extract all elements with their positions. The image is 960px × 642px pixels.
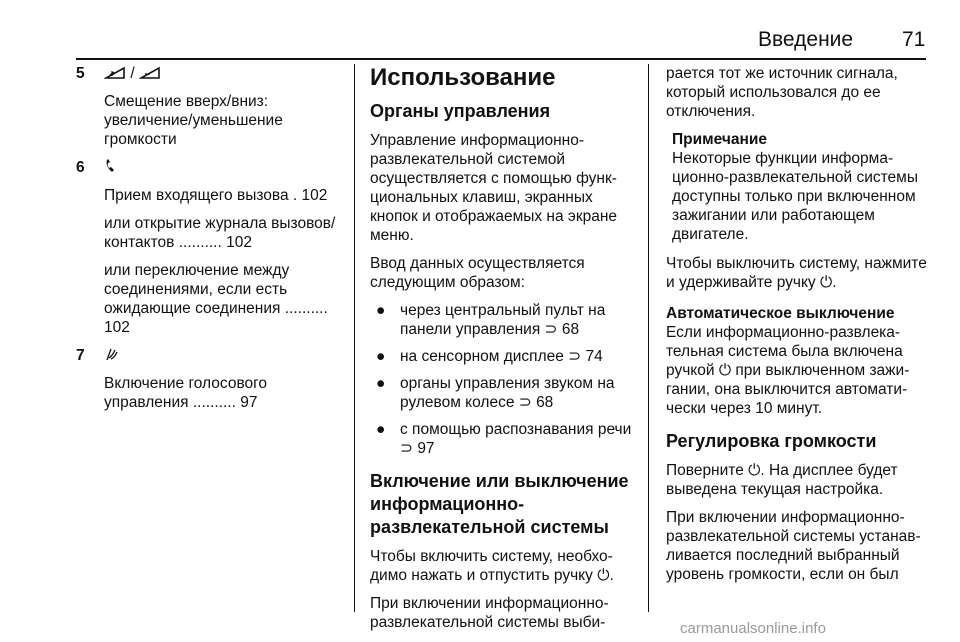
entry-switch-calls: или переключение между соединениями, если есть ожидающие соединения .......... 102 [104, 262, 328, 336]
page-ref: .......... 102 [104, 300, 328, 336]
page-ref: .......... 102 [178, 234, 252, 251]
page-ref-icon: ⊃ [568, 348, 582, 365]
watermark: carmanualsonline.info [680, 620, 826, 637]
entry-voice-control: Включение голосового управления .......... 97 [104, 375, 268, 411]
item-number: 7 [76, 347, 85, 364]
item-number: 6 [76, 159, 85, 176]
source-paragraph: рается тот же источник сигнала, который использовался до ее отключения. [666, 65, 898, 120]
page-ref: .......... 97 [192, 394, 258, 411]
page-number: 71 [902, 28, 926, 51]
volume-title: Регулировка громкости [666, 431, 877, 451]
page-ref-icon: ⊃ [518, 394, 532, 411]
phone-icon [104, 158, 116, 174]
note-title: Примечание [672, 131, 767, 148]
subsection-controls-title: Органы управления [370, 101, 551, 121]
icon-separator: / [130, 65, 135, 82]
page-ref-icon: ⊃ [544, 321, 558, 338]
list-item: ● органы управления звуком на рулевом колесе ⊃ 68 [376, 375, 615, 411]
controls-paragraph: Управление информационно-развлекательной системой осуществляется с помощью функ-циональных клавиш, экранных кнопок и отображаемых на экране меню. [370, 132, 618, 244]
power-knob-icon: ⏻ [820, 274, 833, 291]
volume-down-icon [139, 66, 161, 80]
page-header-title: Введение [758, 28, 854, 51]
entry-accept-call: Прием входящего вызова . 102 [104, 187, 328, 204]
control-item-5 [76, 64, 338, 149]
note-box [666, 130, 928, 244]
control-item-6 [76, 158, 338, 337]
list-item: ● с помощью распознавания речи ⊃ 97 [376, 421, 632, 457]
subsection-power-title: Включение или выключение информационно-развлекательной системы [370, 471, 629, 537]
power-off-paragraph: Чтобы выключить систему, нажмите и удерживайте ручку ⏻. [666, 255, 927, 291]
item-number: 5 [76, 65, 85, 82]
volume-paragraph: Поверните ⏻. На дисплее будет выведена текущая настройка. [666, 462, 898, 498]
list-item: ● на сенсорном дисплее ⊃ 74 [376, 348, 603, 365]
section-title: Использование [370, 64, 556, 91]
page-ref-icon: ⊃ [400, 440, 413, 457]
column-left [76, 64, 338, 421]
column-right [666, 64, 928, 593]
volume-restore-paragraph: При включении информационно-развлекательной системы устанав-ливается последний выбранный уровень громкости, если он был [666, 509, 921, 583]
note-text: Некоторые функции информа-ционно-развлекательной системы доступны только при включенном зажигании или работающем двигателе. [672, 150, 918, 243]
power-on-continued: При включении информационно-развлекательной системы выби- [370, 595, 609, 631]
voice-icon [104, 346, 118, 362]
column-middle [370, 64, 632, 641]
column-divider-2 [648, 64, 649, 612]
header-rule [76, 58, 926, 60]
power-knob-icon: ⏻ [718, 362, 732, 379]
auto-off-title: Автоматическое выключение [666, 305, 895, 322]
entry-call-log: или открытие журнала вызовов/контактов .......... 102 [104, 215, 336, 251]
power-knob-icon: ⏻ [748, 462, 761, 479]
column-divider-1 [354, 64, 355, 612]
list-item: ● через центральный пульт на панели управления ⊃ 68 [376, 302, 606, 338]
power-on-paragraph: Чтобы включить систему, необхо-димо нажать и отпустить ручку ⏻. [370, 548, 614, 584]
control-item-7 [76, 346, 338, 412]
power-knob-icon: ⏻ [597, 567, 610, 584]
input-paragraph: Ввод данных осуществляется следующим образом: [370, 255, 585, 291]
volume-up-icon [104, 66, 126, 80]
auto-off-paragraph: Если информационно-развлека-тельная система была включена ручкой ⏻ при выключенном зажи-гании, она выключится автомати-чески через 10 минут. [666, 324, 910, 417]
item-description: Смещение вверх/вниз: увеличение/уменьшение громкости [104, 93, 283, 148]
